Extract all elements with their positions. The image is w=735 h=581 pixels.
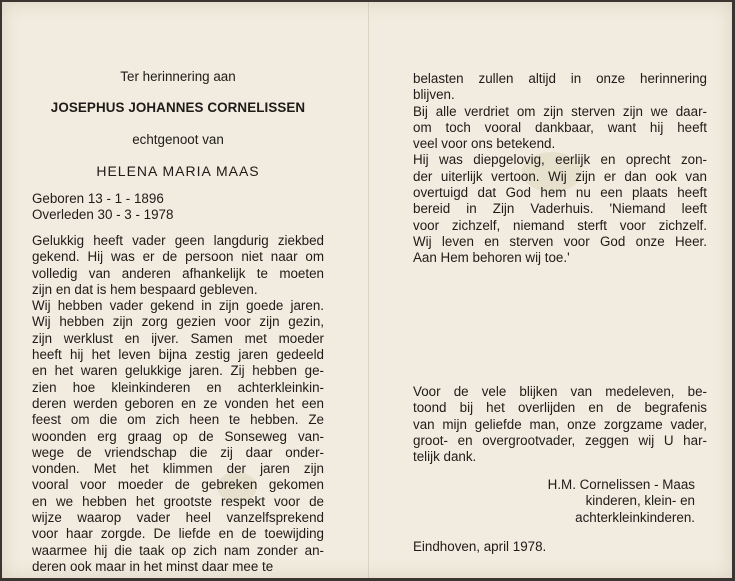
text-line: en het waren gelukkige jaren. Zij hebben ge- (32, 363, 324, 379)
text-line: Aan Hem behoren wij toe.' (413, 250, 570, 266)
signature-line: H.M. Cornelissen - Maas (547, 477, 695, 492)
text-line: veel voor ons betekend. (413, 136, 556, 152)
spouse-label: echtgenoot van (132, 132, 224, 147)
life-dates (32, 191, 173, 224)
text-line: der uiterlijk vertoon. Wij zijn er dan ook van (413, 168, 707, 184)
text-line: waarmee hij die taak op zich nam zonder an- (32, 542, 324, 558)
intro-text: Ter herinnering aan (120, 69, 236, 84)
spouse-name: HELENA MARIA MAAS (96, 163, 260, 179)
right-body-text (413, 71, 707, 267)
text-line: zijn werklust en ijver. Samen met moeder (32, 330, 324, 346)
signature-block (548, 477, 695, 526)
deceased-name: JOSEPHUS JOHANNES CORNELISSEN (50, 100, 306, 115)
text-line: overtuigd dat God hem nu een plaats heeft (413, 185, 707, 201)
text-line: Wij hebben vader gekend in zijn goede jaren. (32, 298, 324, 314)
text-line: deren ook maar in het minst daar mee te (32, 558, 274, 574)
text-line: Hij was diepgelovig, eerlijk en oprecht zon- (413, 152, 707, 168)
text-line: Gelukkig heeft vader geen langdurig ziekbed (32, 233, 324, 248)
text-line: heeft hij het leven bijna zestig jaren gedeeld (32, 347, 324, 363)
text-line: Voor de vele blijken van medeleven, be- (413, 384, 707, 399)
text-line: Bij alle verdriet om zijn sterven zijn we daar- (413, 103, 707, 119)
thanks-text (413, 384, 707, 465)
text-line: feest om die om zich heen te hebben. Ze (32, 412, 324, 428)
text-line: Wij hebben zijn zorg gezien voor zijn gezin, (32, 314, 324, 330)
text-line: voor zichzelf, niemand sterft voor zichzelf. (413, 217, 707, 233)
text-line: en we hebben het grootste respekt voor de (32, 493, 324, 509)
text-line: deren werden geboren en ze vonden het een (32, 395, 324, 411)
text-line: bereid in Zijn Vaderhuis. 'Niemand leeft (413, 201, 707, 217)
text-line: wege de vriendschap die zij daar onder- (32, 444, 324, 460)
text-line: vooral voor moeder de gebreken gekomen (32, 477, 324, 493)
text-line: vonden. Met het klimmen der jaren zijn (32, 461, 324, 477)
text-line: gekend. Hij was er de persoon niet naar om (32, 249, 324, 265)
place-date: Eindhoven, april 1978. (413, 539, 547, 554)
text-line: zien hoe kleinkinderen en achterkleinkin- (32, 379, 324, 395)
text-line: zijn en dat is hem bespaard gebleven. (32, 281, 258, 297)
signature-line: kinderen, klein- en (585, 493, 695, 509)
text-line: toond bij het overlijden en de begrafenis (413, 400, 707, 416)
text-line: wijze waarop vader heel vanzelfsprekend (32, 510, 324, 526)
text-line: voor haar zorgde. De liefde en de toewijding (32, 526, 324, 542)
text-line: belasten zullen altijd in onze herinnering (413, 71, 707, 86)
text-line: woonden erg graag op de Sonseweg van- (32, 428, 324, 444)
text-line: groot- en overgrootvader, zeggen wij U har- (413, 432, 707, 448)
signature-line: achterkleinkinderen. (575, 509, 695, 525)
birth-date: Geboren 13 - 1 - 1896 (32, 191, 164, 206)
text-line: telijk dank. (413, 449, 477, 465)
death-date: Overleden 30 - 3 - 1978 (32, 207, 174, 223)
left-body-text (32, 233, 324, 575)
text-line: Wij leven en sterven voor God onze Heer. (413, 233, 707, 249)
text-line: om toch vooral dankbaar, want hij heeft (413, 119, 707, 135)
memorial-card (2, 2, 732, 578)
text-line: van mijn geliefde man, onze zorgzame vader, (413, 416, 707, 432)
fold-line (368, 2, 369, 578)
text-line: volledig van anderen afhankelijk te moeten (32, 265, 324, 281)
text-line: blijven. (413, 87, 455, 103)
